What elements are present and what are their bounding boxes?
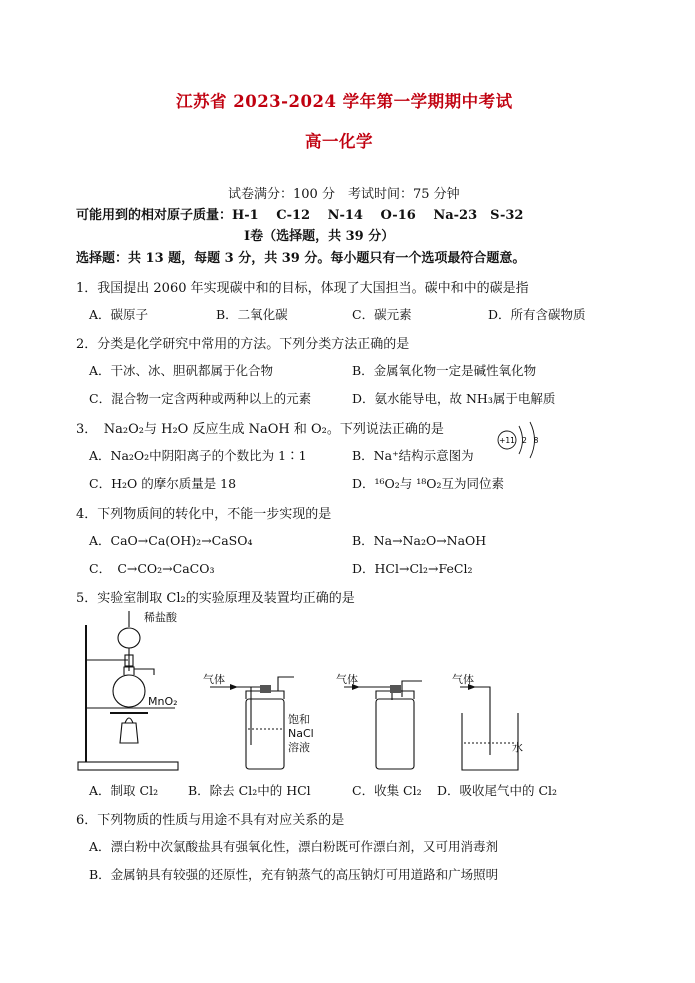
instructions: 选择题：共 13 题，每题 3 分，共 39 分。每小题只有一个选项最符合题意。: [76, 251, 526, 266]
q5-option-a: A．制取 Cl₂: [89, 783, 159, 798]
nucleus-label: +11: [499, 436, 515, 445]
label-gas-d: 气体: [452, 673, 474, 686]
separatory-funnel: [118, 628, 140, 648]
q4-option-d: D．HCl→Cl₂→FeCl₂: [352, 561, 473, 576]
bottle-stopper-c: [390, 685, 401, 693]
atomic-masses: 可能用到的相对原子质量：H-1 C-12 N-14 O-16 Na-23 S-32: [76, 208, 524, 223]
exam-title: 江苏省 2023-2024 学年第一学期期中考试: [176, 92, 513, 111]
q2-option-b: B．金属氧化物一定是碱性氧化物: [352, 363, 537, 378]
shell-2-count: 8: [533, 436, 539, 445]
q1-option-d: D．所有含碳物质: [488, 307, 586, 322]
q5-option-c: C．收集 Cl₂: [352, 783, 422, 798]
q1-option-c: C．碳元素: [352, 307, 412, 322]
lamp-flame: [125, 718, 133, 723]
subject-title: 高一化学: [305, 132, 373, 151]
label-gas-b: 气体: [203, 673, 225, 686]
collect-bottle: [376, 699, 414, 769]
question-1-stem: 1．我国提出 2060 年实现碳中和的目标，体现了大国担当。碳中和中的碳是指: [76, 281, 529, 296]
question-2-stem: 2．分类是化学研究中常用的方法。下列分类方法正确的是: [76, 337, 410, 352]
delivery-tube-a: [134, 669, 154, 675]
apparatus-b-wash-bottle: [210, 677, 294, 769]
q2-option-c: C．混合物一定含两种或两种以上的元素: [89, 391, 312, 406]
bottle-stopper: [260, 685, 271, 693]
question-4-stem: 4．下列物质间的转化中，不能一步实现的是: [76, 507, 332, 522]
q6-option-a: A．漂白粉中次氯酸盐具有强氧化性，漂白粉既可作漂白剂，又可用消毒剂: [89, 839, 499, 854]
stand-base: [78, 762, 178, 770]
na-ion-structure-diagram: [493, 416, 553, 464]
label-dilute-hcl: 稀盐酸: [144, 611, 177, 624]
wash-bottle: [246, 699, 284, 769]
question-5-stem: 5．实验室制取 Cl₂的实验原理及装置均正确的是: [76, 591, 355, 606]
q3-option-c: C．H₂O 的摩尔质量是 18: [89, 476, 237, 491]
label-mno2: MnO₂: [148, 695, 178, 708]
label-saturated: 饱和: [288, 713, 310, 726]
q6-option-b: B．金属钠具有较强的还原性，充有钠蒸气的高压钠灯可用道路和广场照明: [89, 867, 499, 882]
q3-option-b: B．Na⁺结构示意图为: [352, 448, 474, 463]
q2-option-d: D．氨水能导电，故 NH₃属于电解质: [352, 391, 556, 406]
apparatus-a-generator: [78, 611, 178, 770]
q5-option-b: B．除去 Cl₂中的 HCl: [188, 783, 311, 798]
q1-option-b: B．二氧化碳: [216, 307, 288, 322]
label-solution: 溶液: [288, 741, 310, 754]
q1-option-a: A．碳原子: [89, 307, 149, 322]
apparatus-c-collect-bottle: [344, 681, 422, 769]
question-3-stem: 3． Na₂O₂与 H₂O 反应生成 NaOH 和 O₂。下列说法正确的是: [76, 422, 444, 437]
q3-option-a: A．Na₂O₂中阴阳离子的个数比为 1∶1: [89, 448, 307, 463]
q5-option-d: D．吸收尾气中的 Cl₂: [437, 783, 558, 798]
apparatus-d-beaker: [460, 687, 518, 770]
q3-option-d: D．¹⁶O₂与 ¹⁸O₂互为同位素: [352, 476, 505, 491]
section-title: Ⅰ卷（选择题，共 39 分）: [244, 229, 395, 244]
q4-option-c: C． C→CO₂→CaCO₃: [89, 561, 215, 576]
q4-option-b: B．Na→Na₂O→NaOH: [352, 533, 487, 548]
label-nacl: NaCl: [288, 727, 314, 740]
label-water: 水: [512, 741, 523, 754]
alcohol-lamp: [120, 723, 138, 743]
lab-apparatus-figure: [70, 605, 590, 777]
exam-info: 试卷满分：100 分 考试时间：75 分钟: [228, 187, 460, 202]
q4-option-a: A．CaO→Ca(OH)₂→CaSO₄: [89, 533, 253, 548]
shell-1-count: 2: [522, 436, 527, 445]
round-bottom-flask: [113, 675, 145, 707]
arrow-b: [230, 684, 238, 690]
q2-option-a: A．干冰、冰、胆矾都属于化合物: [89, 363, 274, 378]
question-6-stem: 6．下列物质的性质与用途不具有对应关系的是: [76, 813, 345, 828]
label-gas-c: 气体: [336, 673, 358, 686]
